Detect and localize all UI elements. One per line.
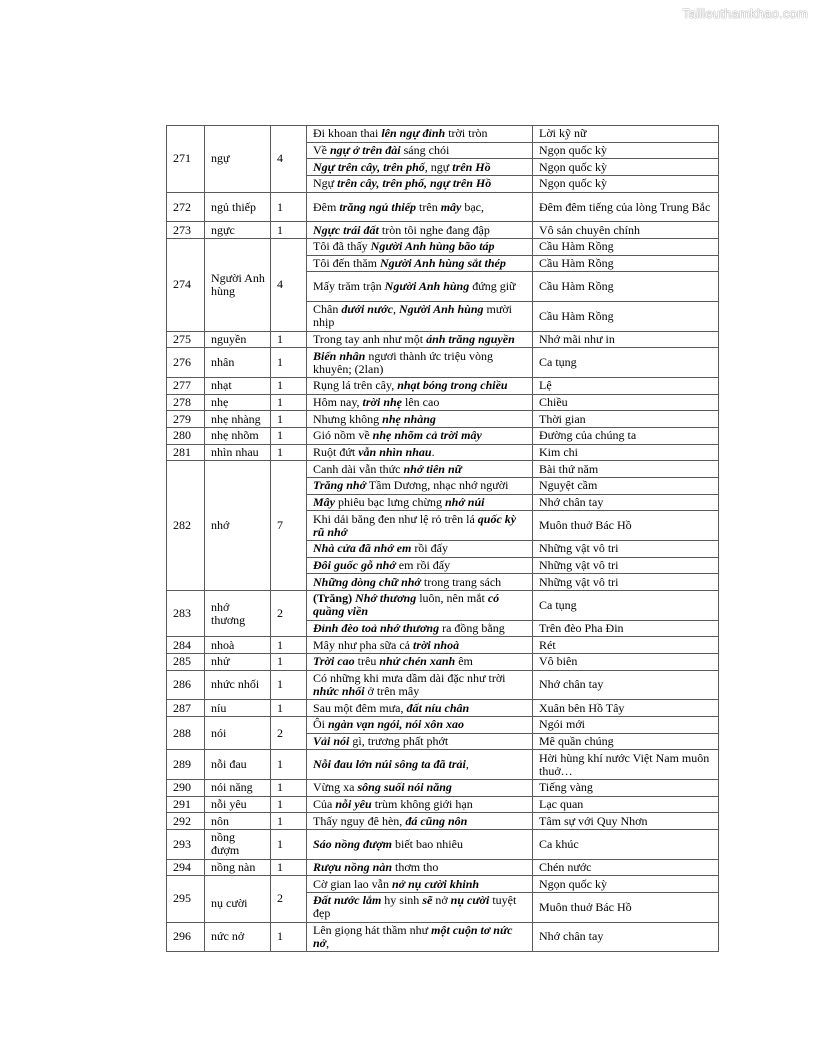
verse-text [307, 494, 533, 511]
verse-text [307, 700, 533, 717]
table-row [167, 192, 719, 222]
entry-word: nhử [205, 654, 271, 671]
emphasized-phrase: nhẹ nhõm cả trời mây [372, 428, 482, 443]
source-title: Muôn thuở Bác Hồ [533, 892, 719, 922]
entry-count: 1 [271, 813, 307, 830]
verse-segment: mười nhịp [313, 302, 513, 330]
entry-number: 288 [167, 716, 205, 749]
verse-segment: Cờ gian lao vẫn [313, 876, 392, 891]
verse-segment: Đi khoan thai [313, 126, 382, 141]
emphasized-phrase: trời nhẹ [362, 394, 402, 409]
entry-count: 1 [271, 637, 307, 654]
verse-segment: trên [416, 199, 441, 214]
table-row [167, 394, 719, 411]
verse-segment: Rụng lá trên cây, [313, 378, 398, 393]
source-title: Thời gian [533, 411, 719, 428]
table-row [167, 922, 719, 952]
entry-word: nhẹ [205, 394, 271, 411]
verse-text [307, 716, 533, 733]
entry-word: ngực [205, 222, 271, 239]
entry-word: nhẹ nhàng [205, 411, 271, 428]
verse-text [307, 239, 533, 256]
source-title: Ngọn quốc kỳ [533, 142, 719, 159]
entry-number: 276 [167, 348, 205, 378]
table-row [167, 591, 719, 621]
verse-segment: , ngự [424, 159, 453, 174]
verse-text [307, 922, 533, 952]
verse-text [307, 394, 533, 411]
emphasized-phrase: Ngực trái đất [313, 222, 379, 237]
entry-number: 271 [167, 126, 205, 193]
table-row [167, 348, 719, 378]
entry-word: nồng đượm [205, 830, 271, 860]
entry-number: 279 [167, 411, 205, 428]
source-title: Rét [533, 637, 719, 654]
verse-text [307, 733, 533, 750]
source-title: Nhớ mãi như in [533, 331, 719, 348]
entry-count: 1 [271, 427, 307, 444]
verse-segment: đứng giữ [469, 279, 516, 294]
verse-segment: biết bao nhiêu [391, 836, 463, 851]
entry-count: 1 [271, 222, 307, 239]
table-row [167, 377, 719, 394]
emphasized-phrase: nụ cười [450, 893, 490, 908]
source-title: Ngọn quốc kỳ [533, 876, 719, 893]
entry-count: 1 [271, 331, 307, 348]
table-row [167, 876, 719, 893]
entry-count: 4 [271, 126, 307, 193]
emphasized-phrase: Sáo nồng đượm [313, 836, 392, 851]
verse-segment: trùm không giới hạn [371, 796, 473, 811]
emphasized-phrase: ngự ở trên đài [330, 143, 401, 158]
verse-text [307, 796, 533, 813]
entry-word: ngủ thiếp [205, 192, 271, 222]
emphasized-phrase: Nhà cửa đã nhớ em [313, 541, 412, 556]
verse-segment: Vừng xa [313, 780, 358, 795]
verse-segment: bạc, [461, 199, 485, 214]
verse-segment: Sau một đêm mưa, [313, 700, 407, 715]
verse-text [307, 859, 533, 876]
verse-segment: trêu [354, 654, 380, 669]
source-title: Vô sản chuyên chính [533, 222, 719, 239]
vocabulary-table [166, 125, 719, 952]
table-row [167, 637, 719, 654]
entry-count: 1 [271, 192, 307, 222]
verse-segment: ngươi thành ức triệu vòng khuyên; (2lan) [313, 348, 494, 376]
emphasized-phrase: Đất nước lắm [313, 893, 382, 908]
table-row [167, 444, 719, 461]
entry-count: 2 [271, 876, 307, 922]
watermark-text: Tailieuthamkhao.com [682, 6, 808, 21]
verse-segment: hy sinh [381, 893, 423, 908]
verse-segment: Mây như pha sữa cả [313, 637, 413, 652]
verse-text [307, 557, 533, 574]
entry-count: 1 [271, 394, 307, 411]
emphasized-phrase: sẽ [422, 893, 433, 908]
entry-count: 2 [271, 591, 307, 637]
entry-count: 1 [271, 779, 307, 796]
verse-segment: Tôi đã thấy [313, 239, 371, 254]
verse-segment: , [465, 757, 469, 772]
emphasized-phrase: (Trăng) [313, 591, 356, 606]
entry-word: nỗi đau [205, 750, 271, 780]
verse-text [307, 892, 533, 922]
verse-text [307, 478, 533, 495]
emphasized-phrase: Ngự trên cây, trên phố [313, 159, 425, 174]
verse-text [307, 461, 533, 478]
table-row [167, 239, 719, 256]
verse-segment: Đêm [313, 199, 340, 214]
verse-text [307, 830, 533, 860]
entry-word: nhìn nhau [205, 444, 271, 461]
entry-number: 284 [167, 637, 205, 654]
emphasized-phrase: trăng ngủ thiếp [339, 199, 417, 214]
entry-number: 282 [167, 461, 205, 591]
emphasized-phrase: nhớ tiên nữ [403, 461, 462, 476]
emphasized-phrase: ngàn vạn ngói, nói xôn xao [328, 717, 465, 732]
source-title: Ngọn quốc kỳ [533, 159, 719, 176]
verse-segment: Ôi [313, 717, 328, 732]
verse-text [307, 427, 533, 444]
source-title: Vô biên [533, 654, 719, 671]
verse-segment: êm [455, 654, 473, 669]
vocabulary-table-body [167, 126, 719, 952]
emphasized-phrase: Nhớ thương [355, 591, 417, 606]
verse-segment: Canh dài vẫn thức [313, 461, 404, 476]
entry-count: 1 [271, 830, 307, 860]
verse-text [307, 637, 533, 654]
verse-text [307, 331, 533, 348]
verse-text [307, 540, 533, 557]
table-row [167, 126, 719, 143]
verse-segment: lên cao [402, 394, 440, 409]
table-row [167, 670, 719, 700]
verse-text [307, 348, 533, 378]
verse-segment: ở trên mây [364, 683, 420, 698]
verse-text [307, 176, 533, 193]
emphasized-phrase: trên cây, trên phố, ngự trên Hồ [337, 176, 492, 191]
entry-number: 275 [167, 331, 205, 348]
source-title: Những vật vô tri [533, 540, 719, 557]
verse-text [307, 444, 533, 461]
table-row [167, 411, 719, 428]
verse-text [307, 654, 533, 671]
emphasized-phrase: nở nụ cười khinh [392, 876, 480, 891]
entry-word: nói năng [205, 779, 271, 796]
entry-count: 1 [271, 796, 307, 813]
verse-text [307, 142, 533, 159]
entry-number: 280 [167, 427, 205, 444]
verse-segment: Ruột đứt [313, 444, 359, 459]
entry-number: 285 [167, 654, 205, 671]
verse-segment: Trong tay anh như một [313, 331, 427, 346]
entry-number: 292 [167, 813, 205, 830]
emphasized-phrase: trời nhoà [412, 637, 460, 652]
source-title: Mê quần chúng [533, 733, 719, 750]
table-row [167, 716, 719, 733]
emphasized-phrase: ánh trăng nguyền [426, 331, 515, 346]
table-row [167, 461, 719, 478]
verse-text [307, 272, 533, 302]
emphasized-phrase: Người Anh hùng sắt thép [379, 256, 506, 271]
source-title: Những vật vô tri [533, 557, 719, 574]
verse-segment: Thấy nguy đê hèn, [313, 813, 406, 828]
entry-word: nỗi yêu [205, 796, 271, 813]
entry-word: nhạt [205, 377, 271, 394]
source-title: Hời hùng khí nước Việt Nam muôn thuở… [533, 750, 719, 780]
emphasized-phrase: một cuộn tơ nức nở [313, 922, 513, 950]
entry-word: nhức nhối [205, 670, 271, 700]
emphasized-phrase: Trăng nhớ [313, 478, 367, 493]
entry-word: nhẹ nhõm [205, 427, 271, 444]
table-row [167, 813, 719, 830]
entry-number: 289 [167, 750, 205, 780]
entry-word: nụ cười [205, 876, 271, 922]
source-title: Nhớ chân tay [533, 494, 719, 511]
source-title: Bài thứ năm [533, 461, 719, 478]
entry-number: 278 [167, 394, 205, 411]
source-title: Chén nước [533, 859, 719, 876]
verse-text [307, 574, 533, 591]
table-row [167, 796, 719, 813]
verse-segment: nở [432, 893, 451, 908]
table-row [167, 427, 719, 444]
verse-segment: Mấy trăm trận [313, 279, 385, 294]
emphasized-phrase: Biển nhân [313, 348, 366, 363]
emphasized-phrase: mây [440, 199, 462, 214]
entry-word: ngự [205, 126, 271, 193]
entry-number: 277 [167, 377, 205, 394]
entry-number: 283 [167, 591, 205, 637]
table-row [167, 859, 719, 876]
emphasized-phrase: nhạt bóng trong chiều [397, 378, 508, 393]
entry-word: níu [205, 700, 271, 717]
emphasized-phrase: nỗi yêu [335, 796, 372, 811]
source-title: Đêm đêm tiếng của lòng Trung Bắc [533, 192, 719, 222]
verse-segment: Của [313, 796, 336, 811]
entry-count: 1 [271, 700, 307, 717]
entry-number: 273 [167, 222, 205, 239]
emphasized-phrase: có quầng viền [313, 591, 500, 619]
entry-word: nôn [205, 813, 271, 830]
entry-count: 1 [271, 750, 307, 780]
emphasized-phrase: đất níu chân [406, 700, 470, 715]
source-title: Ca tụng [533, 348, 719, 378]
entry-count: 1 [271, 444, 307, 461]
table-row [167, 779, 719, 796]
emphasized-phrase: vẫn nhìn nhau [358, 444, 432, 459]
table-row [167, 222, 719, 239]
entry-number: 281 [167, 444, 205, 461]
source-title: Ca tụng [533, 591, 719, 621]
source-title: Cầu Hàm Rồng [533, 239, 719, 256]
verse-segment: Khi dải băng đen như lệ rỏ trên lá [313, 511, 478, 526]
source-title: Ca khúc [533, 830, 719, 860]
source-title: Lạc quan [533, 796, 719, 813]
entry-count: 1 [271, 922, 307, 952]
entry-word: nồng nàn [205, 859, 271, 876]
verse-segment: Hôm nay, [313, 394, 363, 409]
verse-text [307, 670, 533, 700]
verse-text [307, 222, 533, 239]
emphasized-phrase: đá cũng nôn [405, 813, 468, 828]
table-row [167, 700, 719, 717]
emphasized-phrase: Trời cao [313, 654, 355, 669]
entry-word: nức nở [205, 922, 271, 952]
verse-segment: rồi đấy [411, 541, 448, 556]
source-title: Ngói mới [533, 716, 719, 733]
source-title: Cầu Hàm Rồng [533, 302, 719, 332]
verse-segment: Ngự [313, 176, 338, 191]
entry-number: 286 [167, 670, 205, 700]
source-title: Ngọn quốc kỳ [533, 176, 719, 193]
verse-segment: Tầm Dương, nhạc nhớ người [366, 478, 509, 493]
entry-count: 4 [271, 239, 307, 332]
verse-segment: trong trang sách [420, 574, 502, 589]
entry-count: 1 [271, 670, 307, 700]
verse-text [307, 511, 533, 541]
emphasized-phrase: dưới nước [341, 302, 393, 317]
entry-number: 290 [167, 779, 205, 796]
verse-segment: Tôi đến thăm [313, 256, 380, 271]
emphasized-phrase: Đôi guốc gỗ nhớ [313, 558, 396, 572]
emphasized-phrase: Vải nói [313, 734, 350, 748]
verse-segment: luôn, nên mắt [416, 591, 488, 606]
verse-text [307, 159, 533, 176]
source-title: Nguyệt cầm [533, 478, 719, 495]
source-title: Đường của chúng ta [533, 427, 719, 444]
verse-text [307, 813, 533, 830]
verse-segment: ra đồng bằng [439, 620, 505, 635]
source-title: Lời kỹ nữ [533, 126, 719, 143]
entry-count: 1 [271, 411, 307, 428]
source-title: Lệ [533, 377, 719, 394]
verse-text [307, 192, 533, 222]
emphasized-phrase: nhớ núi [444, 495, 485, 510]
table-row [167, 750, 719, 780]
entry-count: 1 [271, 859, 307, 876]
verse-text [307, 302, 533, 332]
emphasized-phrase: nhức nhối [313, 683, 365, 698]
verse-text [307, 377, 533, 394]
emphasized-phrase: Người Anh hùng [384, 279, 470, 294]
table-row [167, 830, 719, 860]
verse-text [307, 779, 533, 796]
entry-number: 295 [167, 876, 205, 922]
verse-text [307, 591, 533, 621]
verse-segment: Lên giọng hát thầm như [313, 922, 432, 937]
verse-segment: thơm tho [392, 859, 439, 874]
emphasized-phrase: nhử chén xanh [379, 654, 456, 669]
entry-number: 294 [167, 859, 205, 876]
verse-text [307, 126, 533, 143]
source-title: Cầu Hàm Rồng [533, 255, 719, 272]
entry-word: nhớ [205, 461, 271, 591]
entry-count: 7 [271, 461, 307, 591]
source-title: Trên đèo Pha Đin [533, 620, 719, 637]
entry-word: nhân [205, 348, 271, 378]
entry-word: Người Anh hùng [205, 239, 271, 332]
entry-number: 296 [167, 922, 205, 952]
verse-segment: phiêu bạc lưng chừng [335, 495, 445, 510]
source-title: Nhớ chân tay [533, 922, 719, 952]
entry-number: 272 [167, 192, 205, 222]
entry-word: nói [205, 716, 271, 749]
source-title: Kim chi [533, 444, 719, 461]
entry-count: 1 [271, 654, 307, 671]
entry-count: 1 [271, 348, 307, 378]
verse-segment: tuyệt đẹp [313, 893, 517, 921]
source-title: Muôn thuở Bác Hồ [533, 511, 719, 541]
verse-segment: Gió nồm về [313, 428, 373, 443]
entry-number: 287 [167, 700, 205, 717]
entry-word: nguyền [205, 331, 271, 348]
verse-segment: Về [313, 143, 330, 158]
source-title: Những vật vô tri [533, 574, 719, 591]
verse-segment: gì, trương phất phớt [349, 734, 449, 748]
emphasized-phrase: nhẹ nhàng [382, 411, 436, 426]
source-title: Xuân bên Hồ Tây [533, 700, 719, 717]
entry-number: 274 [167, 239, 205, 332]
source-title: Tiếng vàng [533, 779, 719, 796]
verse-segment: . [431, 444, 435, 459]
verse-segment: em rồi đấy [395, 558, 451, 572]
verse-text [307, 750, 533, 780]
source-title: Tâm sự với Quy Nhơn [533, 813, 719, 830]
verse-text [307, 876, 533, 893]
verse-text [307, 411, 533, 428]
verse-segment: sáng chói [400, 143, 450, 158]
entry-count: 1 [271, 377, 307, 394]
entry-word: nhớ thương [205, 591, 271, 637]
emphasized-phrase: Người Anh hùng bão táp [370, 239, 495, 254]
verse-segment: , [326, 935, 330, 950]
table-row [167, 654, 719, 671]
source-title: Nhớ chân tay [533, 670, 719, 700]
source-title: Chiều [533, 394, 719, 411]
source-title: Cầu Hàm Rồng [533, 272, 719, 302]
verse-segment: Chân [313, 302, 342, 317]
entry-word: nhoà [205, 637, 271, 654]
emphasized-phrase: Những dòng chữ nhớ [313, 574, 421, 589]
entry-number: 291 [167, 796, 205, 813]
entry-number: 293 [167, 830, 205, 860]
verse-segment: , [392, 302, 399, 317]
verse-segment: Nhưng không [313, 411, 383, 426]
emphasized-phrase: Nỗi đau lớn núi sông ta đã trải [313, 757, 466, 772]
emphasized-phrase: Mây [313, 495, 335, 510]
table-row [167, 331, 719, 348]
verse-text [307, 620, 533, 637]
emphasized-phrase: sông suối nói năng [357, 780, 452, 795]
emphasized-phrase: lên ngự đỉnh [381, 126, 446, 141]
emphasized-phrase: Rượu nồng nàn [313, 859, 393, 874]
verse-text [307, 255, 533, 272]
emphasized-phrase: quốc kỳ rũ nhớ [313, 511, 517, 539]
verse-segment: trời tròn [445, 126, 488, 141]
emphasized-phrase: trên Hồ [452, 159, 491, 174]
verse-segment: Có những khi mưa dầm dài đặc như trời [313, 670, 506, 685]
verse-segment: tròn tôi nghe đang đập [378, 222, 490, 237]
entry-count: 2 [271, 716, 307, 749]
emphasized-phrase: Người Anh hùng [398, 302, 484, 317]
emphasized-phrase: Đỉnh đèo toả nhớ thương [313, 620, 440, 635]
